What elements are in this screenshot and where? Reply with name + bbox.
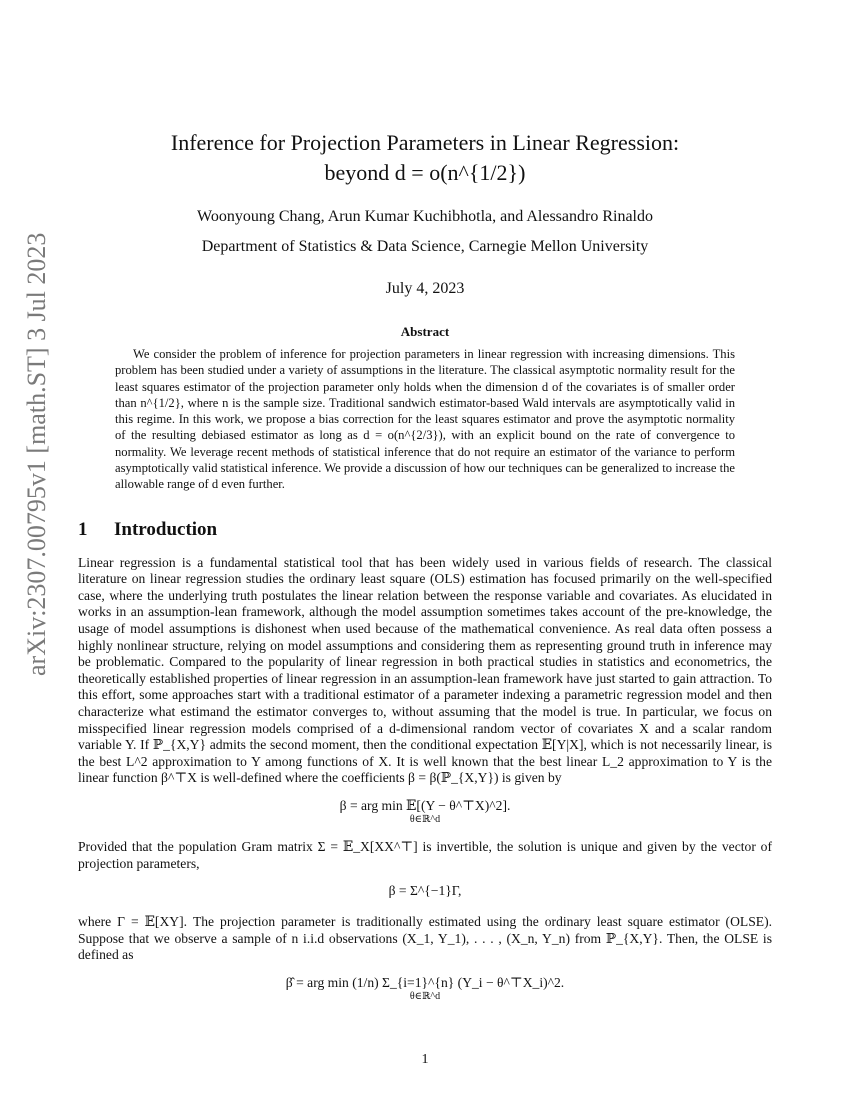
equation-olse: [78, 974, 772, 1002]
publication-date: July 4, 2023: [385, 280, 465, 297]
abstract-text: We consider the problem of inference for projection parameters in linear regression with increasing dimensions. This problem has been studied under a variety of assumptions in the literature. The classical asymptotic normality result for the least squares estimator of the projection parameter only holds when the dimension d of the covariates is of smaller order than n^{1/2}, where n is the sample size. Traditional sandwich estimator-based Wald intervals are asymptotically valid in this regime. In this work, we propose a bias correction for the least squares estimator and prove the asymptotic normality of the resulting debiased estimator as long as d = o(n^{2/3}), with an explicit bound on the rate of convergence to normality. We leverage recent methods of statistical inference that do not require an estimator of the variance to perform asymptotically valid statistical inference. We provide a discussion of how our techniques can be generalized to increase the allowable range of d even further.: [115, 347, 735, 492]
section-number: 1: [78, 518, 88, 540]
section-heading: [78, 519, 772, 541]
title-line-2: beyond d = o(n^{1/2}): [324, 160, 526, 185]
equation-projection: β = Σ^{−1}Γ,: [388, 883, 462, 899]
intro-paragraph-1: Linear regression is a fundamental statistical tool that has been widely used in various fields of research. The classical literature on linear regression studies the ordinary least square (OLS) estimation has focused primarily on the well-specified case, where the underlying truth postulates the linear relation between the response variable and covariates. As elucidated in works in an assumption-lean framework, although the model assumption sometimes takes account of the pre-knowledge, the usage of model assumptions is dishonest when used because of the mathematical convenience. As real data often possess a highly nonlinear structure, relying on model assumptions and considering them as representing ground truth in inference may be problematic. Compared to the popularity of linear regression in both practical studies in statistics and econometrics, the theoretically established properties of linear regression in an assumption-lean framework have just started to gain attraction. To this effort, some approaches start with a traditional estimator of a parameter indexing a parametric regression model and then characterize what estimand the estimator converges to, without assuming that the model is true. In particular, we focus on misspecified linear regression models comprised of a d-dimensional random vector of covariates X and a scalar random variable Y. If ℙ_{X,Y} admits the second moment, then the conditional expectation 𝔼[Y|X], which is not necessarily linear, is the best L^2 approximation to Y among functions of X. It is well known that the best linear L_2 approximation to Y is the linear function β^⊤X is well-defined where the coefficients β = β(ℙ_{X,Y}) is given by: [78, 554, 772, 786]
equation-beta-argmin: [78, 797, 772, 825]
paper-page: [78, 0, 772, 1012]
title-line-1: Inference for Projection Parameters in Linear Regression:: [170, 130, 680, 155]
author-list: Woonyoung Chang, Arun Kumar Kuchibhotla, and Alessandro Rinaldo: [197, 208, 653, 225]
intro-paragraph-3: where Γ = 𝔼[XY]. The projection parameter is traditionally estimated using the ordinary least square estimator (OLSE). Suppose that we observe a sample of n i.i.d observations (X_1, Y_1), . . . , (X_n, Y_n) from ℙ_{X,Y}. Then, the OLSE is defined as: [78, 914, 772, 963]
arxiv-identifier: arXiv:2307.00795v1 [math.ST] 3 Jul 2023: [22, 232, 51, 676]
page-number: 1: [421, 1052, 429, 1067]
equation-body: β̂ = arg min (1/n) Σ_{i=1}^{n} (Y_i − θ^⊤X_i)^2.: [285, 974, 565, 990]
abstract-heading: Abstract: [400, 324, 450, 339]
affiliation: Department of Statistics & Data Science, Carnegie Mellon University: [201, 238, 649, 255]
section-title: Introduction: [114, 518, 218, 540]
intro-paragraph-2: Provided that the population Gram matrix Σ = 𝔼_X[XX^⊤] is invertible, the solution is unique and given by the vector of projection parameters,: [78, 838, 772, 871]
paper-title: [78, 128, 772, 188]
equation-subscript: θ∈ℝ^d: [409, 813, 441, 825]
equation-body: β = arg min 𝔼[(Y − θ^⊤X)^2].: [339, 797, 511, 813]
equation-subscript: θ∈ℝ^d: [409, 990, 441, 1002]
